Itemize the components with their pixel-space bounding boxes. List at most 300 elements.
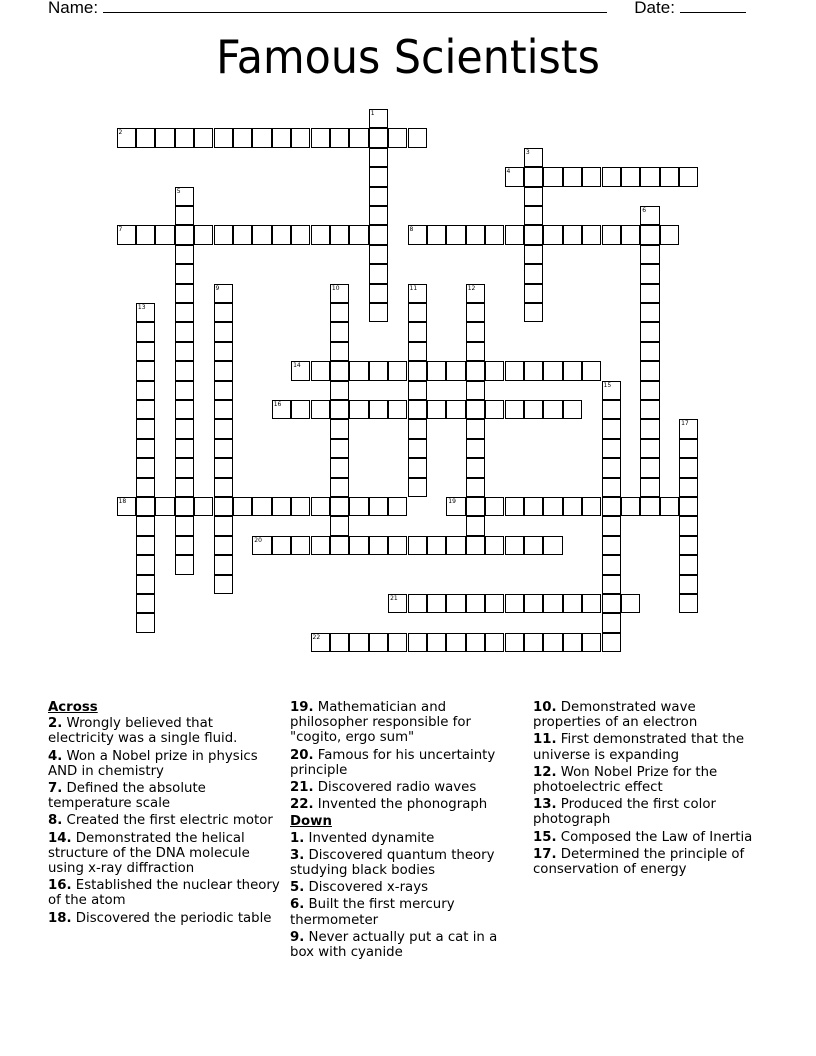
grid-cell[interactable]: [175, 187, 194, 206]
grid-cell[interactable]: [446, 536, 465, 555]
grid-cell[interactable]: [175, 381, 194, 400]
grid-cell[interactable]: [136, 497, 155, 516]
grid-cell[interactable]: [679, 594, 698, 613]
grid-cell[interactable]: [388, 633, 407, 652]
grid-cell[interactable]: [369, 497, 388, 516]
grid-cell[interactable]: [136, 458, 155, 477]
grid-cell[interactable]: [466, 322, 485, 341]
grid-cell[interactable]: [175, 419, 194, 438]
grid-cell[interactable]: [640, 478, 659, 497]
grid-cell[interactable]: [446, 400, 465, 419]
grid-cell[interactable]: [543, 594, 562, 613]
grid-cell[interactable]: [349, 400, 368, 419]
grid-cell[interactable]: [291, 128, 310, 147]
grid-cell[interactable]: [543, 400, 562, 419]
grid-cell[interactable]: [640, 303, 659, 322]
grid-cell[interactable]: [214, 342, 233, 361]
crossword-grid: [117, 110, 701, 656]
grid-cell[interactable]: [602, 575, 621, 594]
clue-down-12: 12. Won Nobel Prize for the photoelectric effect: [533, 764, 718, 796]
grid-cell[interactable]: [175, 303, 194, 322]
grid-cell[interactable]: [214, 303, 233, 322]
grid-cell[interactable]: [175, 536, 194, 555]
grid-cell[interactable]: [466, 439, 485, 458]
grid-cell[interactable]: [446, 361, 465, 380]
grid-cell[interactable]: [175, 206, 194, 225]
grid-cell[interactable]: [582, 361, 601, 380]
grid-cell[interactable]: [640, 458, 659, 477]
grid-cell[interactable]: [582, 633, 601, 652]
grid-cell[interactable]: [427, 400, 446, 419]
grid-cell[interactable]: [485, 594, 504, 613]
grid-cell[interactable]: [233, 128, 252, 147]
grid-cell[interactable]: [602, 167, 621, 186]
grid-cell[interactable]: [233, 497, 252, 516]
grid-cell[interactable]: [175, 555, 194, 574]
grid-cell[interactable]: [524, 361, 543, 380]
grid-cell[interactable]: [369, 284, 388, 303]
grid-cell[interactable]: [349, 497, 368, 516]
grid-cell[interactable]: [466, 516, 485, 535]
grid-cell[interactable]: [408, 400, 427, 419]
grid-cell[interactable]: [175, 497, 194, 516]
grid-cell[interactable]: [408, 303, 427, 322]
grid-cell[interactable]: [388, 497, 407, 516]
grid-cell[interactable]: [485, 536, 504, 555]
grid-cell[interactable]: [602, 613, 621, 632]
grid-cell[interactable]: [136, 381, 155, 400]
grid-cell[interactable]: [369, 400, 388, 419]
grid-cell[interactable]: [446, 497, 465, 516]
grid-cell[interactable]: [466, 225, 485, 244]
clue-across-8: 8. Created the first electric motor: [48, 813, 273, 829]
grid-cell[interactable]: [602, 419, 621, 438]
grid-cell[interactable]: [640, 497, 659, 516]
grid-cell[interactable]: [214, 536, 233, 555]
grid-cell[interactable]: [214, 478, 233, 497]
grid-cell[interactable]: [330, 361, 349, 380]
grid-cell[interactable]: [408, 419, 427, 438]
grid-cell[interactable]: [311, 497, 330, 516]
grid-cell[interactable]: [602, 381, 621, 400]
grid-cell[interactable]: [563, 400, 582, 419]
grid-cell[interactable]: [408, 342, 427, 361]
grid-cell[interactable]: [408, 225, 427, 244]
grid-cell[interactable]: [446, 594, 465, 613]
grid-cell[interactable]: [679, 536, 698, 555]
grid-cell[interactable]: [214, 419, 233, 438]
grid-cell[interactable]: [446, 225, 465, 244]
grid-cell[interactable]: [679, 167, 698, 186]
clue-down-3: 3. Discovered quantum theory studying black bodies: [290, 847, 495, 879]
grid-cell[interactable]: [369, 536, 388, 555]
grid-cell[interactable]: [563, 167, 582, 186]
grid-cell[interactable]: [640, 245, 659, 264]
clue-number: 21: [390, 595, 398, 602]
grid-cell[interactable]: [155, 128, 174, 147]
grid-cell[interactable]: [388, 536, 407, 555]
grid-cell[interactable]: [679, 478, 698, 497]
grid-cell[interactable]: [369, 148, 388, 167]
grid-cell[interactable]: [369, 633, 388, 652]
grid-cell[interactable]: [175, 284, 194, 303]
grid-cell[interactable]: [330, 458, 349, 477]
page-title: Famous Scientists: [216, 30, 600, 84]
grid-cell[interactable]: [621, 167, 640, 186]
grid-cell[interactable]: [194, 128, 213, 147]
grid-cell[interactable]: [640, 419, 659, 438]
grid-cell[interactable]: [214, 284, 233, 303]
grid-cell[interactable]: [602, 478, 621, 497]
grid-cell[interactable]: [175, 225, 194, 244]
grid-cell[interactable]: [136, 439, 155, 458]
grid-cell[interactable]: [136, 322, 155, 341]
grid-cell[interactable]: [602, 516, 621, 535]
grid-cell[interactable]: [543, 536, 562, 555]
grid-cell[interactable]: [214, 497, 233, 516]
grid-cell[interactable]: [330, 400, 349, 419]
grid-cell[interactable]: [117, 497, 136, 516]
grid-cell[interactable]: [175, 516, 194, 535]
grid-cell[interactable]: [369, 187, 388, 206]
grid-cell[interactable]: [291, 361, 310, 380]
grid-cell[interactable]: [485, 225, 504, 244]
grid-cell[interactable]: [640, 206, 659, 225]
grid-cell[interactable]: [466, 400, 485, 419]
grid-cell[interactable]: [640, 284, 659, 303]
grid-cell[interactable]: [155, 225, 174, 244]
grid-cell[interactable]: [524, 633, 543, 652]
grid-cell[interactable]: [466, 361, 485, 380]
grid-cell[interactable]: [388, 400, 407, 419]
grid-cell[interactable]: [311, 400, 330, 419]
grid-cell[interactable]: [369, 264, 388, 283]
grid-cell[interactable]: [427, 536, 446, 555]
grid-cell[interactable]: [408, 128, 427, 147]
grid-cell[interactable]: [563, 594, 582, 613]
grid-cell[interactable]: [330, 536, 349, 555]
grid-cell[interactable]: [272, 128, 291, 147]
grid-cell[interactable]: [485, 633, 504, 652]
grid-cell[interactable]: [136, 594, 155, 613]
grid-cell[interactable]: [505, 536, 524, 555]
grid-cell[interactable]: [136, 478, 155, 497]
grid-cell[interactable]: [427, 225, 446, 244]
grid-cell[interactable]: [136, 419, 155, 438]
grid-cell[interactable]: [466, 633, 485, 652]
grid-cell[interactable]: [524, 400, 543, 419]
grid-cell[interactable]: [272, 400, 291, 419]
grid-cell[interactable]: [330, 284, 349, 303]
grid-cell[interactable]: [543, 167, 562, 186]
grid-cell[interactable]: [330, 381, 349, 400]
grid-cell[interactable]: [369, 167, 388, 186]
grid-cell[interactable]: [369, 206, 388, 225]
grid-cell[interactable]: [602, 633, 621, 652]
grid-cell[interactable]: [214, 516, 233, 535]
grid-cell[interactable]: [524, 536, 543, 555]
grid-cell[interactable]: [408, 458, 427, 477]
grid-cell[interactable]: [291, 536, 310, 555]
grid-cell[interactable]: [640, 322, 659, 341]
grid-cell[interactable]: [330, 322, 349, 341]
grid-cell[interactable]: [640, 439, 659, 458]
grid-cell[interactable]: [214, 575, 233, 594]
clue-down-11: 11. First demonstrated that the universe is expanding: [533, 732, 745, 763]
grid-cell[interactable]: [524, 245, 543, 264]
grid-cell[interactable]: [136, 303, 155, 322]
grid-cell[interactable]: [330, 633, 349, 652]
grid-cell[interactable]: [175, 400, 194, 419]
grid-cell[interactable]: [388, 361, 407, 380]
grid-cell[interactable]: [679, 575, 698, 594]
grid-cell[interactable]: [582, 594, 601, 613]
grid-cell[interactable]: [660, 225, 679, 244]
grid-cell[interactable]: [349, 361, 368, 380]
grid-cell[interactable]: [272, 536, 291, 555]
grid-cell[interactable]: [505, 361, 524, 380]
grid-cell[interactable]: [136, 575, 155, 594]
grid-cell[interactable]: [679, 458, 698, 477]
grid-cell[interactable]: [563, 225, 582, 244]
grid-cell[interactable]: [349, 128, 368, 147]
grid-cell[interactable]: [524, 303, 543, 322]
grid-cell[interactable]: [563, 497, 582, 516]
grid-cell[interactable]: [330, 225, 349, 244]
grid-cell[interactable]: [214, 555, 233, 574]
grid-cell[interactable]: [602, 555, 621, 574]
grid-cell[interactable]: [466, 419, 485, 438]
grid-cell[interactable]: [408, 381, 427, 400]
grid-cell[interactable]: [524, 167, 543, 186]
grid-cell[interactable]: [466, 284, 485, 303]
grid-cell[interactable]: [505, 633, 524, 652]
grid-cell[interactable]: [214, 361, 233, 380]
grid-cell[interactable]: [543, 633, 562, 652]
grid-cell[interactable]: [543, 225, 562, 244]
grid-cell[interactable]: [175, 361, 194, 380]
grid-cell[interactable]: [621, 497, 640, 516]
grid-cell[interactable]: [175, 478, 194, 497]
grid-cell[interactable]: [602, 594, 621, 613]
grid-cell[interactable]: [117, 128, 136, 147]
grid-cell[interactable]: [136, 342, 155, 361]
grid-cell[interactable]: [485, 497, 504, 516]
grid-cell[interactable]: [252, 225, 271, 244]
grid-cell[interactable]: [349, 536, 368, 555]
grid-cell[interactable]: [369, 225, 388, 244]
grid-cell[interactable]: [175, 264, 194, 283]
grid-cell[interactable]: [233, 225, 252, 244]
grid-cell[interactable]: [466, 536, 485, 555]
grid-cell[interactable]: [408, 361, 427, 380]
grid-cell[interactable]: [136, 555, 155, 574]
grid-cell[interactable]: [621, 225, 640, 244]
grid-cell[interactable]: [563, 361, 582, 380]
grid-cell[interactable]: [194, 497, 213, 516]
grid-cell[interactable]: [543, 497, 562, 516]
grid-cell[interactable]: [485, 361, 504, 380]
grid-cell[interactable]: [252, 128, 271, 147]
grid-cell[interactable]: [175, 245, 194, 264]
grid-cell[interactable]: [175, 342, 194, 361]
grid-cell[interactable]: [349, 633, 368, 652]
grid-cell[interactable]: [640, 225, 659, 244]
grid-cell[interactable]: [136, 613, 155, 632]
grid-cell[interactable]: [621, 594, 640, 613]
grid-cell[interactable]: [252, 497, 271, 516]
grid-cell[interactable]: [466, 342, 485, 361]
grid-cell[interactable]: [369, 245, 388, 264]
grid-cell[interactable]: [660, 497, 679, 516]
grid-cell[interactable]: [505, 400, 524, 419]
grid-cell[interactable]: [330, 419, 349, 438]
grid-cell[interactable]: [679, 555, 698, 574]
grid-cell[interactable]: [330, 303, 349, 322]
grid-cell[interactable]: [291, 400, 310, 419]
grid-cell[interactable]: [214, 458, 233, 477]
grid-cell[interactable]: [117, 225, 136, 244]
grid-cell[interactable]: [408, 594, 427, 613]
grid-cell[interactable]: [640, 167, 659, 186]
grid-cell[interactable]: [291, 225, 310, 244]
grid-cell[interactable]: [524, 206, 543, 225]
grid-cell[interactable]: [602, 439, 621, 458]
grid-cell[interactable]: [466, 303, 485, 322]
grid-cell[interactable]: [330, 128, 349, 147]
grid-cell[interactable]: [175, 458, 194, 477]
grid-cell[interactable]: [330, 478, 349, 497]
clues-column-3: [533, 700, 765, 879]
grid-cell[interactable]: [679, 497, 698, 516]
grid-cell[interactable]: [408, 284, 427, 303]
grid-cell[interactable]: [252, 536, 271, 555]
grid-cell[interactable]: [214, 439, 233, 458]
grid-cell[interactable]: [311, 128, 330, 147]
grid-cell[interactable]: [369, 109, 388, 128]
grid-cell[interactable]: [214, 128, 233, 147]
grid-cell[interactable]: [679, 439, 698, 458]
grid-cell[interactable]: [408, 322, 427, 341]
grid-cell[interactable]: [485, 400, 504, 419]
grid-cell[interactable]: [640, 361, 659, 380]
grid-cell[interactable]: [640, 342, 659, 361]
grid-cell[interactable]: [505, 594, 524, 613]
grid-cell[interactable]: [175, 322, 194, 341]
grid-cell[interactable]: [602, 536, 621, 555]
grid-cell[interactable]: [388, 594, 407, 613]
grid-cell[interactable]: [214, 322, 233, 341]
grid-cell[interactable]: [640, 381, 659, 400]
clue-number: 7: [118, 226, 123, 234]
grid-cell[interactable]: [524, 148, 543, 167]
grid-cell[interactable]: [466, 458, 485, 477]
grid-cell[interactable]: [602, 400, 621, 419]
grid-cell[interactable]: [175, 439, 194, 458]
date-field[interactable]: [680, 0, 746, 13]
grid-cell[interactable]: [214, 381, 233, 400]
grid-cell[interactable]: [408, 536, 427, 555]
grid-cell[interactable]: [524, 225, 543, 244]
grid-cell[interactable]: [524, 284, 543, 303]
grid-cell[interactable]: [214, 225, 233, 244]
grid-cell[interactable]: [369, 128, 388, 147]
clue-number: 5: [176, 187, 181, 195]
grid-cell[interactable]: [330, 439, 349, 458]
name-field[interactable]: [103, 0, 607, 13]
grid-cell[interactable]: [311, 633, 330, 652]
grid-cell[interactable]: [466, 478, 485, 497]
grid-cell[interactable]: [679, 516, 698, 535]
grid-cell[interactable]: [602, 497, 621, 516]
grid-cell[interactable]: [408, 439, 427, 458]
grid-cell[interactable]: [311, 536, 330, 555]
grid-cell[interactable]: [640, 264, 659, 283]
grid-cell[interactable]: [311, 361, 330, 380]
grid-cell[interactable]: [524, 497, 543, 516]
grid-cell[interactable]: [602, 225, 621, 244]
grid-cell[interactable]: [466, 594, 485, 613]
grid-cell[interactable]: [408, 478, 427, 497]
grid-cell[interactable]: [524, 264, 543, 283]
grid-cell[interactable]: [505, 497, 524, 516]
grid-cell[interactable]: [194, 225, 213, 244]
grid-cell[interactable]: [291, 497, 310, 516]
grid-cell[interactable]: [175, 128, 194, 147]
grid-cell[interactable]: [136, 516, 155, 535]
grid-cell[interactable]: [214, 400, 233, 419]
grid-cell[interactable]: [563, 633, 582, 652]
grid-cell[interactable]: [349, 225, 368, 244]
grid-cell[interactable]: [136, 536, 155, 555]
grid-cell[interactable]: [388, 128, 407, 147]
grid-cell[interactable]: [466, 497, 485, 516]
grid-cell[interactable]: [136, 361, 155, 380]
grid-cell[interactable]: [311, 225, 330, 244]
grid-cell[interactable]: [679, 419, 698, 438]
grid-cell[interactable]: [330, 497, 349, 516]
grid-cell[interactable]: [582, 225, 601, 244]
grid-cell[interactable]: [369, 303, 388, 322]
grid-cell[interactable]: [330, 516, 349, 535]
grid-cell[interactable]: [330, 342, 349, 361]
grid-cell[interactable]: [582, 497, 601, 516]
grid-cell[interactable]: [136, 225, 155, 244]
grid-cell[interactable]: [524, 187, 543, 206]
grid-cell[interactable]: [427, 633, 446, 652]
grid-cell[interactable]: [582, 167, 601, 186]
grid-cell[interactable]: [466, 381, 485, 400]
grid-cell[interactable]: [427, 361, 446, 380]
grid-cell[interactable]: [136, 128, 155, 147]
grid-cell[interactable]: [505, 225, 524, 244]
grid-cell[interactable]: [155, 497, 174, 516]
grid-cell[interactable]: [369, 361, 388, 380]
grid-cell[interactable]: [272, 225, 291, 244]
grid-cell[interactable]: [408, 633, 427, 652]
grid-cell[interactable]: [136, 400, 155, 419]
grid-cell[interactable]: [272, 497, 291, 516]
grid-cell[interactable]: [446, 633, 465, 652]
grid-cell[interactable]: [660, 167, 679, 186]
grid-cell[interactable]: [427, 594, 446, 613]
grid-cell[interactable]: [524, 594, 543, 613]
grid-cell[interactable]: [640, 400, 659, 419]
grid-cell[interactable]: [543, 361, 562, 380]
grid-cell[interactable]: [602, 458, 621, 477]
grid-cell[interactable]: [505, 167, 524, 186]
clue-number: 9: [215, 284, 220, 292]
